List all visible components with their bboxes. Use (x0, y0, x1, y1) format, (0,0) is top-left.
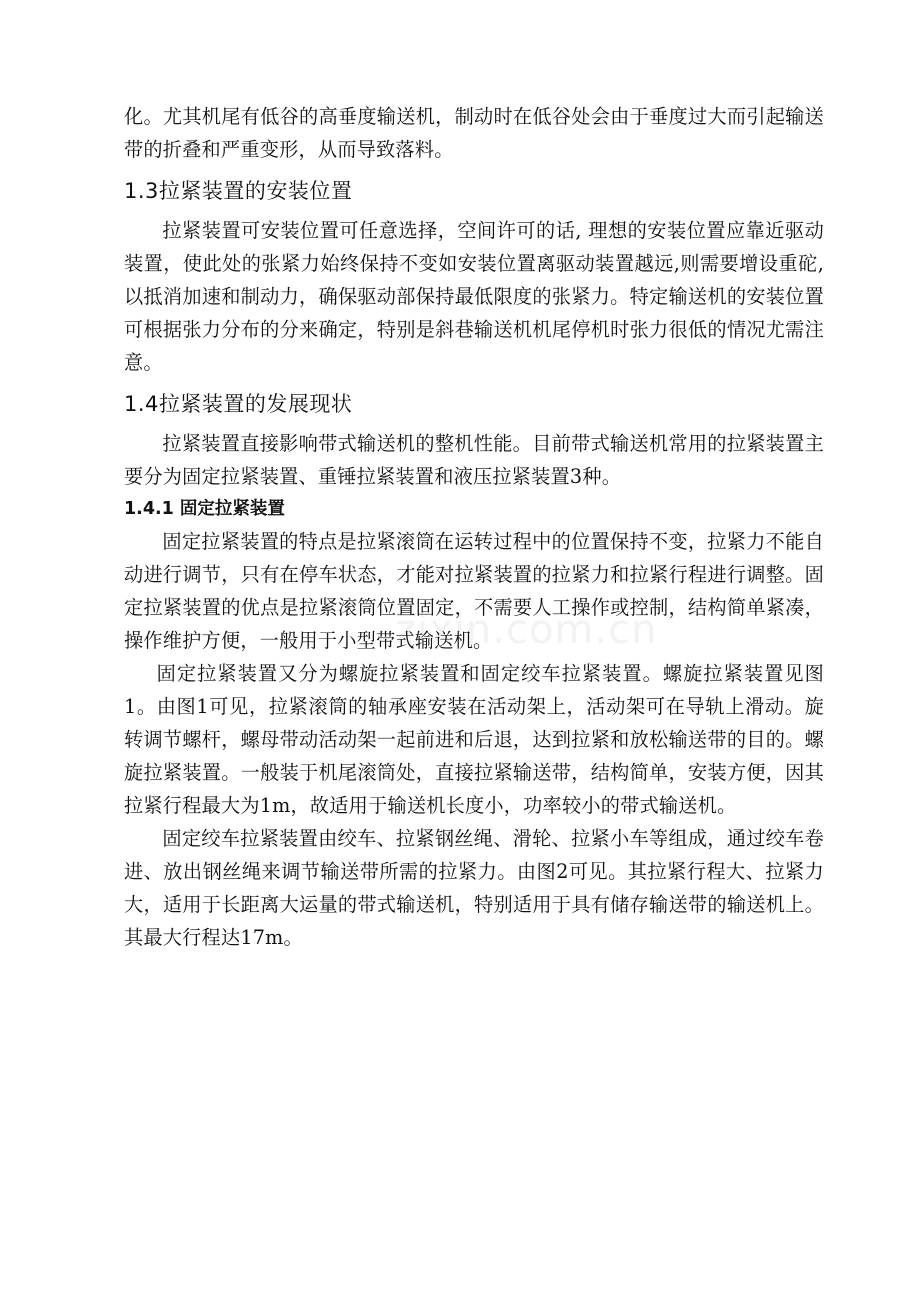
section-heading-1-3: 1.3拉紧装置的安装位置 (124, 179, 353, 203)
paragraph-winch-tensioner: 固定绞车拉紧装置由绞车、拉紧钢丝绳、滑轮、拉紧小车等组成，通过绞车卷进、放出钢丝绳来调节输送带所需的拉紧力。由图2可见。其拉紧行程大、拉紧力大，适用于长距离大运量的带式输送机，特别适用于具有储存输送带的输送机上。其最大行程达17m。 (124, 827, 824, 949)
paragraph-fixed-tensioner-features: 固定拉紧装置的特点是拉紧滚筒在运转过程中的位置保持不变，拉紧力不能自动进行调节，只有在停车状态，才能对拉紧装置的拉紧力和拉紧行程进行调整。固定拉紧装置的优点是拉紧滚筒位置固定，不需要人工操作或控制，结构简单紧凑，操作维护方便，一般用于小型带式输送机。 (124, 530, 824, 652)
paragraph-screw-tensioner: 固定拉紧装置又分为螺旋拉紧装置和固定绞车拉紧装置。螺旋拉紧装置见图1。由图1可见，拉紧滚筒的轴承座安装在活动架上，活动架可在导轨上滑动。旋转调节螺杆，螺母带动活动架一起前进和后退，达到拉紧和放松输送带的目的。螺旋拉紧装置。一般装于机尾滚筒处，直接拉紧输送带，结构简单，安装方便，因其拉紧行程最大为1m，故适用于输送机长度小，功率较小的带式输送机。 (124, 662, 824, 817)
section-heading-1-4: 1.4拉紧装置的发展现状 (124, 392, 353, 416)
paragraph-install-position: 拉紧装置可安装位置可任意选择，空间许可的话, 理想的安装位置应靠近驱动装置，使此处的张紧力始终保持不变如安装位置离驱动装置越远,则需要增设重砣,以抵消加速和制动力，确保驱动部保持最低限度的张紧力。特定输送机的安装位置可根据张力分布的分来确定，特别是斜巷输送机机尾停机时张力很低的情况尤需注意。 (124, 219, 824, 374)
subsection-heading-1-4-1: 1.4.1 固定拉紧装置 (124, 499, 285, 519)
document-body (124, 100, 824, 954)
paragraph-continuation: 化。尤其机尾有低谷的高垂度输送机，制动时在低谷处会由于垂度过大而引起输送带的折叠和严重变形，从而导致落料。 (124, 105, 824, 161)
paragraph-development-status: 拉紧装置直接影响带式输送机的整机性能。目前带式输送机常用的拉紧装置主要分为固定拉紧装置、重锤拉紧装置和液压拉紧装置3种。 (124, 432, 824, 488)
watermark: zixin.com.cn (395, 607, 658, 653)
